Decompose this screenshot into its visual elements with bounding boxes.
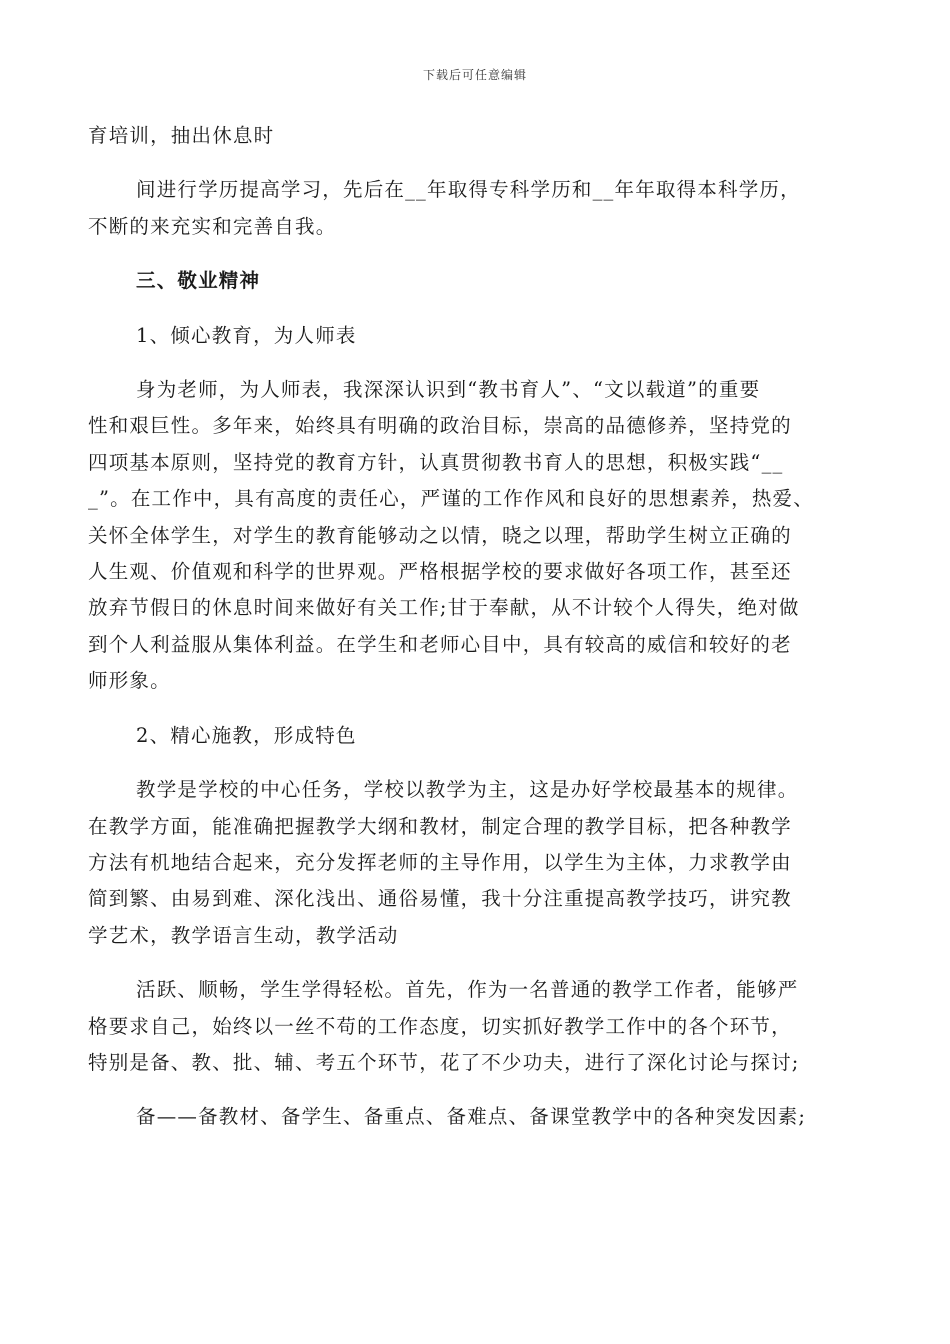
text-line: 方法有机地结合起来，充分发挥老师的主导作用，以学生为主体，力求教学由 [88,850,792,874]
section-heading-text: 三、敬业精神 [136,269,261,293]
subsection-heading-text: 1、倾心教育，为人师表 [136,323,357,347]
document-body [88,118,868,1136]
text-line: 活跃、顺畅，学生学得轻松。首先，作为一名普通的教学工作者，能够严 [136,978,799,1002]
section-heading [88,263,868,299]
text-line: 放弃节假日的休息时间来做好有关工作;甘于奉献，从不计较个人得失，绝对做 [88,596,800,620]
text-line: 身为老师，为人师表，我深深认识到“教书育人”、“文以载道”的重要 [136,378,761,402]
text-line: 关怀全体学生，对学生的教育能够动之以情，晓之以理，帮助学生树立正确的 [88,523,792,547]
subsection-heading-text: 2、精心施教，形成特色 [136,723,357,747]
text-line: 特别是备、教、批、辅、考五个环节，花了不少功夫，进行了深化讨论与探讨; [88,1050,800,1074]
text-line: 性和艰巨性。多年来，始终具有明确的政治目标，崇高的品德修养，坚持党的 [88,414,792,438]
subsection-heading-1 [88,318,868,354]
text-line: 师形象。 [88,669,171,693]
text-line: 四项基本原则，坚持党的教育方针，认真贯彻教书育人的思想，积极实践“__ [88,450,784,474]
paragraph-2 [88,172,868,245]
text-line: 在教学方面，能准确把握教学大纲和教材，制定合理的教学目标，把各种教学 [88,814,792,838]
text-line: 学艺术，教学语言生动，教学活动 [88,923,399,947]
paragraph-3 [88,372,868,700]
paragraph-5 [88,972,868,1081]
paragraph-4 [88,772,868,954]
text-line: 不断的来充实和完善自我。 [88,214,337,238]
text-line: 间进行学历提高学习，先后在__年取得专科学历和__年年取得本科学历， [136,178,801,202]
text-line: 育培训，抽出休息时 [88,124,275,147]
page-header-note: 下载后可任意编辑 [422,68,527,82]
text-line: 教学是学校的中心任务，学校以教学为主，这是办好学校最基本的规律。 [136,778,799,802]
text-line: _”。在工作中，具有高度的责任心，严谨的工作作风和良好的思想素养，热爱、 [88,487,814,511]
text-line: 简到繁、由易到难、深化浅出、通俗易懂，我十分注重提高教学技巧，讲究教 [88,887,792,911]
text-line: 备——备教材、备学生、备重点、备难点、备课堂教学中的各种突发因素; [136,1105,807,1129]
paragraph-6 [88,1099,868,1135]
text-line: 格要求自己，始终以一丝不苟的工作态度，切实抓好教学工作中的各个环节， [88,1014,792,1038]
text-line: 人生观、价值观和科学的世界观。严格根据学校的要求做好各项工作，甚至还 [88,560,792,584]
paragraph-1 [88,118,868,154]
text-line: 到个人利益服从集体利益。在学生和老师心目中，具有较高的威信和较好的老 [88,632,792,656]
subsection-heading-2 [88,718,868,754]
